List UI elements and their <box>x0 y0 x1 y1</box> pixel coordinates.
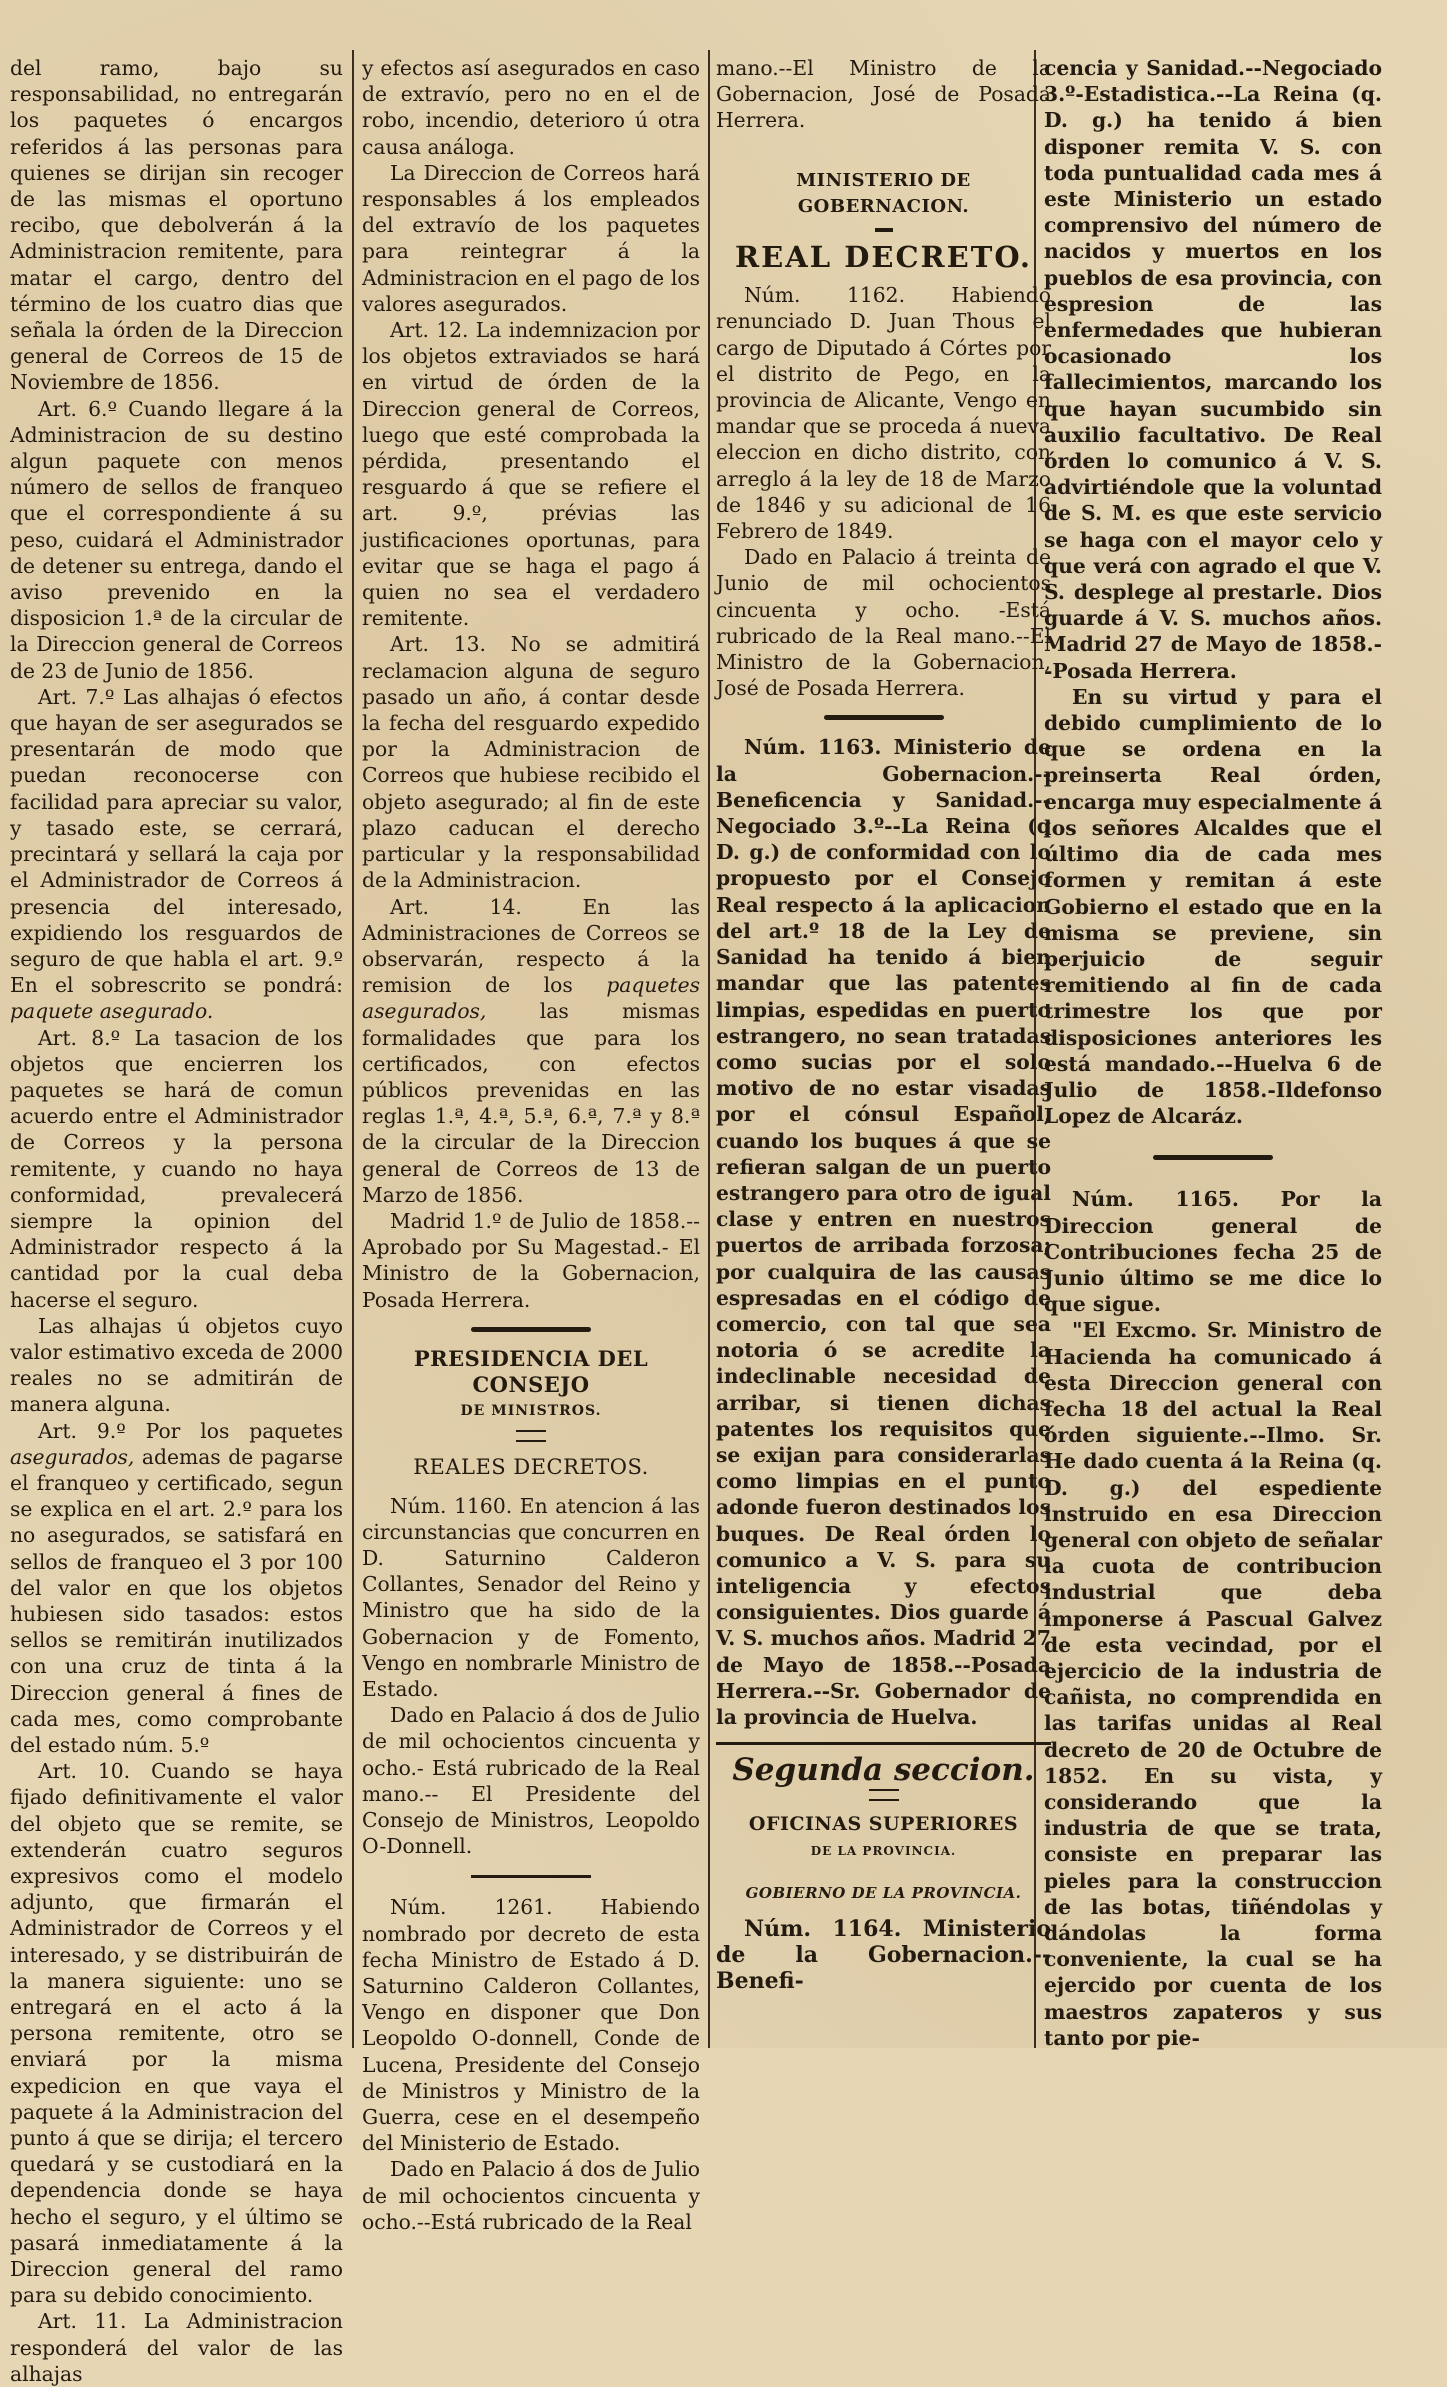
paragraph: mano.--El Ministro de la Gobernacion, José de Posada Herrera. <box>716 56 1051 133</box>
article-14: Art. 14. En las Administraciones de Correos se observarán, respecto á la remision de los paquetes asegurados, las mismas formalidades que para los certificados, con efectos públicos prevenidas en las reglas 1.ª, 4.ª, 5.ª, 6.ª, 7.ª y 8.ª de la circular de la Direccion general de Correos de 13 de Marzo de 1856. <box>362 894 701 1207</box>
ornament-divider <box>1153 1155 1273 1160</box>
order-1163: Núm. 1163. Ministerio de la Gobernacion.--Beneficencia y Sanidad.--Negociado 3.º--La Reina (q D. g.) de conformidad con lo propuesto por el Consejo Real respecto á la aplicacion del art.º 18 de la Ley de Sanidad ha tenido á bien mandar que las patentes limpias, espedidas en puerto estrangero, no sean tratadas como sucias por el solo motivo de no estar visadas por el cónsul Español, cuando los buques á que se refieran salgan de un puerto estrangero para otro de igual clase y entren en nuestros puertos de arribada forzosa; por cualquira de las causas espresadas en el código de comercio, con tal que sea notoria ó se acredite la indeclinable necesidad de arribar, si tienen dichas patentes los requisitos que se exijan para considerarlas como limpias en el punto adonde fueron destinados los buques. De Real órden lo comunico a V. S. para su inteligencia y efectos consiguientes. Dios guarde á V. S. muchos años. Madrid 27 de Mayo de 1858.--Posada Herrera.--Sr. Gobernador de la provincia de Huelva. <box>716 735 1051 1729</box>
ornament-divider <box>471 1327 591 1332</box>
column-rule <box>708 50 710 2048</box>
divider <box>471 1875 591 1878</box>
article-10: Art. 10. Cuando se haya fijado definitivamente el valor del objeto que se remite, se extenderán cuatro seguros expresivos como el modelo adjunto, que firmarán el Administrador de Correos y el interesado, y se distribuirán de la manera siguiente: uno se entregará en el acto á la persona remitente, otro se enviará por la misma expedicion en que vaya el paquete á la Administracion del punto á que se dirija; el tercero quedará y se custodiará en la dependencia donde se haya hecho el seguro, y el último se pasará inmediatamente á la Direccion general del ramo para su debido conocimiento. <box>10 1759 343 2308</box>
article-12: Art. 12. La indemnizacion por los objetos extraviados se hará en virtud de órden de la Direccion general de Correos, luego que esté comprobada la pérdida, presentando el resguardo á que se refiere el art. 9.º, prévias las justificaciones oportunas, para evitar que se haga el pago á quien no sea el verdadero remitente. <box>362 318 700 631</box>
section-heading: MINISTERIO DE GOBERNACION. <box>796 169 971 217</box>
paragraph: En su virtud y para el debido cumplimiento de lo que se ordena en la preinserta Real órden, encarga muy especialmente á los señores Alcaldes que el último dia de cada mes formen y remitan á este Gobierno el estado que en la misma se previene, sin perjuicio de seguir remitiendo al fin de cada trimestre los que por disposiciones anteriores les está mandado.--Huelva 6 de Julio de 1858.-Ildefonso Lopez de Alcaráz. <box>1044 684 1382 1129</box>
column-3 <box>716 55 1051 2048</box>
dash-divider <box>875 228 893 232</box>
paragraph: cencia y Sanidad.--Negociado 3.º-Estadistica.--La Reina (q. D. g.) ha tenido á bien disponer remita V. S. con toda puntualidad cada mes á este Ministerio un estado comprensivo del número de nacidos y muertos en los pueblos de esa provincia, con espresion de las enfermedades que hubieran ocasionado los fallecimientos, marcando los que hayan sucumbido sin auxilio facultativo. De Real órden lo comunico á V. S. advirtiéndole que la voluntad de S. M. es que este servicio se haga con el mayor celo y que verá con agrado el que V. S. desplege al prestarle. Dios guarde á V. S. muchos años. Madrid 27 de Mayo de 1858.--Posada Herrera. <box>1044 56 1382 683</box>
section-heading: PRESIDENCIA DEL CONSEJO <box>413 1345 649 1397</box>
order-1164: Núm. 1164. Ministerio de la Gobernacion.--Benefi- <box>716 1916 1051 1995</box>
article-9: Art. 9.º Por los paquetes asegurados, ademas de pagarse el franqueo y certificado, segun se explica en el art. 2.º para los no asegurados, se satisfará en sellos de franqueo el 3 por 100 del valor en que los objetos hubiesen sido tasados: estos sellos se remitirán inutilizados con una cruz de tinta á la Direccion general á fines de cada mes, como comprobante del estado núm. 5.º <box>10 1418 343 1757</box>
office-subheading: DE LA PROVINCIA. <box>810 1843 957 1858</box>
paragraph: La Direccion de Correos hará responsables á los empleados del extravío de los paquetes para reintegrar á la Administracion en el pago de los valores asegurados. <box>362 160 700 316</box>
decree-1162: Núm. 1162. Habiendo renunciado D. Juan Thous el cargo de Diputado á Córtes por el distrito de Pego, en la provincia de Alicante, Vengo en mandar que se proceda á nueva eleccion en dicho distrito, con arreglo á la ley de 18 de Marzo de 1846 y su adicional de 16 Febrero de 1849. <box>716 283 1051 544</box>
paragraph: Dado en Palacio á dos de Julio de mil ochocientos cincuenta y ocho.--Está rubricado de la Real <box>362 2157 700 2234</box>
article-13: Art. 13. No se admitirá reclamacion alguna de seguro pasado un año, á contar desde la fecha del resguardo expedido por la Administracion de Correos que hubiese recibido el objeto asegurado; al fin de este plazo caducan el derecho particular y la responsabilidad de la Administracion. <box>362 632 700 893</box>
divider <box>716 1742 1051 1745</box>
decree-heading: REALES DECRETOS. <box>413 1455 649 1480</box>
article-7: Art. 7.º Las alhajas ó efectos que hayan de ser asegurados se presentarán de modo que puedan reconocerse con facilidad para apreciar su valor, y tasado este, se cerrará, precintará y sellará la caja por el Administrador de Correos á presencia del interesado, expidiendo los resguardos de seguro de que habla el art. 9.º En el sobrescrito se pondrá: paquete asegurado. <box>10 684 343 1024</box>
double-rule <box>869 1789 899 1801</box>
column-rule <box>352 50 354 2048</box>
section-title: Segunda seccion. <box>732 1752 1035 1789</box>
decree-heading: REAL DECRETO. <box>735 240 1032 275</box>
order-1165: Núm. 1165. Por la Direccion general de Contribuciones fecha 25 de Junio último se me dice lo que sigue. <box>1044 1187 1382 1317</box>
article-11: Art. 11. La Administracion responderá del valor de las alhajas <box>10 2309 343 2386</box>
section-subheading: DE MINISTROS. <box>460 1403 602 1420</box>
paragraph: Las alhajas ú objetos cuyo valor estimativo exceda de 2000 reales no se admitirán de manera alguna. <box>10 1313 343 1417</box>
column-1 <box>10 55 343 2386</box>
paragraph: y efectos así asegurados en caso de extravío, pero no en el de robo, incendio, deterioro ú otra causa análoga. <box>362 56 700 159</box>
paragraph: del ramo, bajo su responsabilidad, no entregarán los paquetes ó encargos referidos á las personas para quienes se dirijan sin recoger de las mismas el oportuno recibo, que debolverán á la Administracion remitente, para matar el cargo, dentro del término de los cuatro dias que señala la órden de la Direccion general de Correos de 15 de Noviembre de 1856. <box>10 56 343 395</box>
decree-1160: Núm. 1160. En atencion á las circunstancias que concurren en D. Saturnino Calderon Collantes, Senador del Reino y Ministro que ha sido de la Gobernacion y de Fomento, Vengo en nombrarle Ministro de Estado. <box>362 1493 700 1701</box>
article-8: Art. 8.º La tasacion de los objetos que encierren los paquetes se hará de comun acuerdo entre el Administrador de Correos y la persona remitente, y cuando no haya conformidad, prevalecerá siempre la opinion del Administrador respecto á la cantidad por la cual deba hacerse el seguro. <box>10 1025 343 1312</box>
ornament-divider <box>824 715 944 720</box>
paragraph: Dado en Palacio á treinta de Junio de mil ochocientos cincuenta y ocho. -Está rubricado de la Real mano.--El Ministro de la Gobernacion, José de Posada Herrera. <box>716 545 1051 701</box>
decree-1261: Núm. 1261. Habiendo nombrado por decreto de esta fecha Ministro de Estado á D. Saturnino Calderon Collantes, Vengo en disponer que Don Leopoldo O-donnell, Conde de Lucena, Presidente del Consejo de Ministros y Ministro de la Guerra, cese en el desempeño del Ministerio de Estado. <box>362 1895 700 2156</box>
office-heading: OFICINAS SUPERIORES <box>748 1813 1019 1836</box>
article-6: Art. 6.º Cuando llegare á la Administracion de su destino algun paquete con menos número de sellos de franqueo que el correspondiente á su peso, cuidará el Administrador de detener su entrega, dando el aviso prevenido en la disposicion 1.ª de la circular de la Direccion general de Correos de 23 de Junio de 1856. <box>10 396 343 683</box>
column-4 <box>1044 55 1382 2048</box>
signature-block: Madrid 1.º de Julio de 1858.--Aprobado por Su Magestad.- El Ministro de la Gobernacion, Posada Herrera. <box>362 1208 700 1312</box>
double-rule <box>516 1430 546 1442</box>
government-heading: GOBIERNO DE LA PROVINCIA. <box>745 1883 1022 1902</box>
quoted-order: "El Excmo. Sr. Ministro de Hacienda ha comunicado á esta Direccion general con fecha 18 del actual la Real órden siguiente.--Ilmo. Sr. He dado cuenta á la Reina (q. D. g.) del espediente instruido en esa Direccion general con objeto de señalar la cuota de contribucion industrial que deba imponerse á Pascual Galvez de esta vecindad, por el ejercicio de la industria de cañista, no comprendida en las tarifas unidas al Real decreto de 20 de Octubre de 1852. En su vista, y considerando que la industria de que se trata, consiste en preparar las pieles para la construccion de las botas, tiñéndolas y dándolas la forma conveniente, la cual se ha ejercido por cuenta de los maestros zapateros y sus tanto por pie- <box>1044 1318 1382 2050</box>
column-2 <box>362 55 701 2234</box>
paragraph: Dado en Palacio á dos de Julio de mil ochocientos cincuenta y ocho.- Está rubricado de la Real mano.-- El Presidente del Consejo de Ministros, Leopoldo O-Donnell. <box>362 1703 700 1859</box>
